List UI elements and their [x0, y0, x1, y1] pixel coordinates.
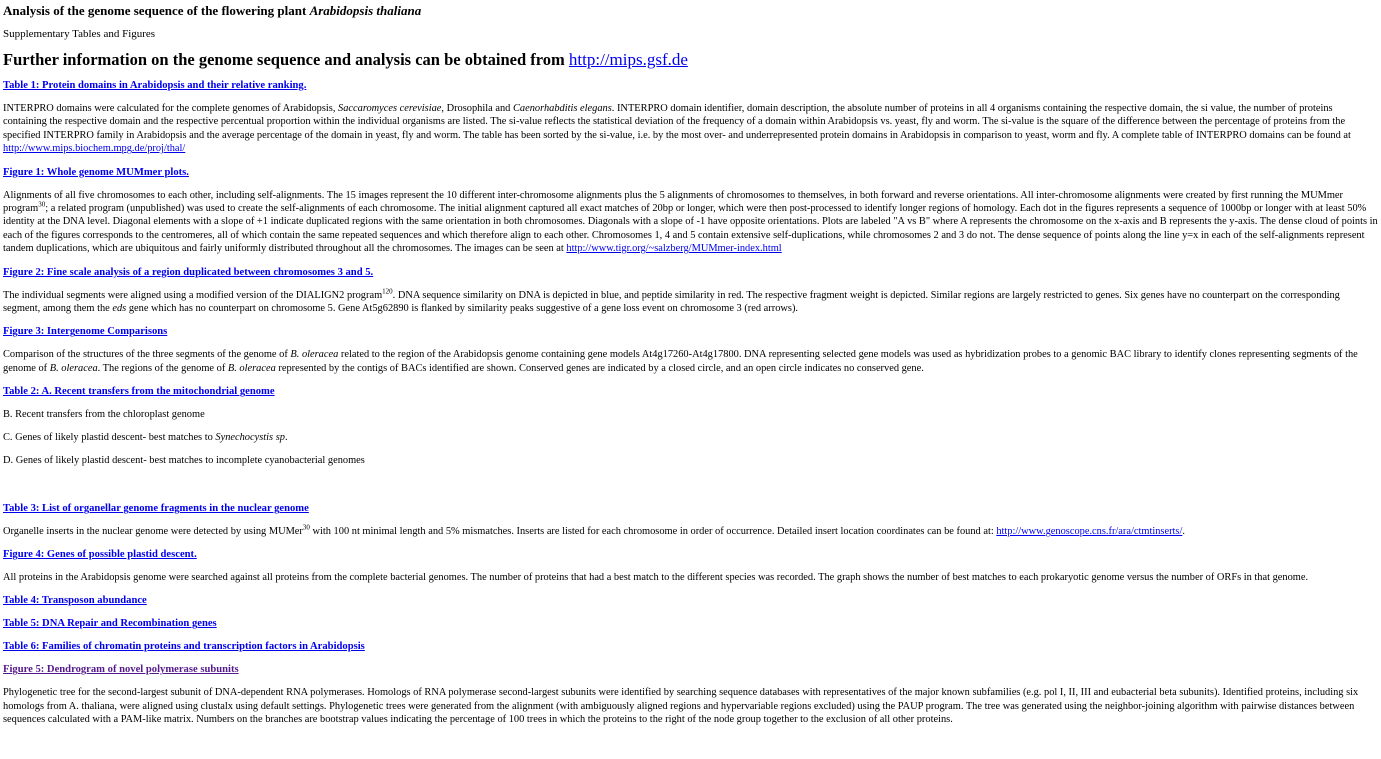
page-title — [3, 3, 1378, 19]
species: Saccaromyces cerevisiae — [338, 103, 442, 114]
text: . INTERPRO domain identifier, domain description, the absolute number of proteins in all 4 organisms containing the respective domain, the si value, the number of proteins containing the respective domain and the respective percentual proportion within the individual organisms are listed. The si-value reflects the statistical deviation of the frequency of a domain within Arabidopsis vs. yeast, fly and worm. The si-value is the square of the difference between the percentage of proteins from the specified INTERPRO family in Arabidopsis and the average percentage of the domain in yeast, fly and worm. The table has been sorted by the si-value, i.e. by the most over- and underrepresented protein domains in Arabidopsis in comparison to yeast, worm and fly. A complete table of INTERPRO domains can be found at — [3, 103, 1351, 141]
reference-number: 30 — [302, 523, 310, 532]
genoscope-link[interactable]: http://www.genoscope.cns.fr/ara/ctmtinserts/ — [996, 526, 1183, 538]
figure3-link[interactable]: Figure 3: Intergenome Comparisons — [3, 326, 168, 338]
gene-name: eds — [112, 303, 127, 315]
further-info — [3, 50, 1378, 70]
interpro-table-link[interactable]: http://www.mips.biochem.mpg.de/proj/thal/ — [3, 143, 186, 155]
text: related to the region of the Arabidopsis genome containing gene models At4g17260-At4g17800. DNA representing selected gene models was used as hybridization probes to a genomic BAC library to identify clones representing segments of the genome of — [3, 349, 1358, 374]
table2-b: B. Recent transfers from the chloroplast genome — [3, 409, 205, 421]
mummer-link[interactable]: http://www.tigr.org/~salzberg/MUMmer-index.html — [566, 243, 782, 255]
species: B. oleracea — [49, 362, 98, 374]
figure5-description: Phylogenetic tree for the second-largest subunit of DNA-dependent RNA polymerases. Homologs of RNA polymerase second-largest subunits were identified by searching sequence databases with representatives of the major known subfamilies (e.g. pol I, II, III and eubacterial beta subunits). Identified proteins, including six homologs from A. thaliana, were aligned using clustalx using default settings. Phylogenetic trees were generated from the alignment (with ambiguously aligned regions and hypervariable regions excluded) using the PAUP program. The tree was generated using the neighbor-joining algorithm with pairwise distances between sequences calculated with a PAM-like matrix. Numbers on the branches are bootstrap values indicating the percentage of 100 trees in which the proteins to the right of the node group together to the exclusion of all other proteins. — [3, 687, 1359, 726]
table6-link[interactable]: Table 6: Families of chromatin proteins and transcription factors in Arabidopsis — [3, 641, 365, 653]
page-subtitle: Supplementary Tables and Figures — [3, 28, 156, 40]
species: B. oleracea — [290, 349, 339, 361]
table2-d: D. Genes of likely plastid descent- best matches to incomplete cyanobacterial genomes — [3, 455, 365, 467]
figure1-description — [3, 189, 1378, 256]
figure2-link[interactable]: Figure 2: Fine scale analysis of a region duplicated between chromosomes 3 and 5. — [3, 266, 374, 278]
figure2-description — [3, 289, 1378, 316]
table5-link[interactable]: Table 5: DNA Repair and Recombination genes — [3, 618, 217, 630]
figure3-description — [3, 348, 1378, 375]
table4-link[interactable]: Table 4: Transposon abundance — [3, 595, 147, 607]
text: . — [284, 432, 288, 444]
title-species: Arabidopsis thaliana — [309, 3, 422, 18]
figure4-link[interactable]: Figure 4: Genes of possible plastid descent. — [3, 549, 197, 561]
mips-link[interactable]: http://mips.gsf.de — [568, 50, 688, 69]
text: Organelle inserts in the nuclear genome were detected by using MUMer — [3, 526, 303, 538]
further-info-text: Further information on the genome sequence and analysis can be obtained from — [3, 50, 569, 69]
text: The individual segments were aligned using a modified version of the DIALIGN2 program — [3, 289, 383, 301]
text: represented by the contigs of BACs identified are shown. Conserved genes are indicated by a closed circle, and an open circle indicates no conserved gene. — [275, 362, 924, 374]
text: Comparison of the structures of the three segments of the genome of — [3, 349, 291, 361]
species: Synechocystis sp — [215, 432, 285, 444]
reference-number: 120 — [382, 287, 393, 296]
reference-number: 30 — [38, 200, 46, 209]
table1-description — [3, 102, 1378, 156]
figure4-description: All proteins in the Arabidopsis genome were searched against all proteins from the complete bacterial genomes. The number of proteins that had a best match to the different species was recorded. The graph shows the number of best matches to each prokaryotic genome versus the number of ORFs in that genome. — [3, 572, 1309, 584]
species: B. oleracea — [227, 362, 276, 374]
text: C. Genes of likely plastid descent- best matches to — [3, 432, 216, 444]
text: . The regions of the genome of — [97, 362, 228, 374]
figure1-link[interactable]: Figure 1: Whole genome MUMmer plots. — [3, 166, 189, 178]
table2-link[interactable]: Table 2: A. Recent transfers from the mitochondrial genome — [3, 386, 275, 398]
figure5-link[interactable]: Figure 5: Dendrogram of novel polymerase subunits — [3, 664, 239, 676]
text: , Drosophila and — [441, 103, 513, 114]
table3-link[interactable]: Table 3: List of organellar genome fragments in the nuclear genome — [3, 503, 309, 515]
table2-c — [3, 431, 1378, 445]
table1-link[interactable]: Table 1: Protein domains in Arabidopsis and their relative ranking. — [3, 80, 307, 91]
table3-description — [3, 525, 1378, 539]
text: . DNA sequence similarity on DNA is depicted in blue, and peptide similarity in red. The respective fragment weight is depicted. Similar regions are largely restricted to genes. Six genes have no counterpart on the corresponding segment, among them the — [3, 289, 1340, 315]
text: INTERPRO domains were calculated for the complete genomes of Arabidopsis, — [3, 103, 339, 114]
title-text: Analysis of the genome sequence of the flowering plant — [3, 3, 310, 18]
text: with 100 nt minimal length and 5% mismatches. Inserts are listed for each chromosome in order of occurrence. Detailed insert location coordinates can be found at: — [309, 526, 997, 538]
text: Alignments of all five chromosomes to each other, including self-alignments. The 15 images represent the 10 different inter-chromosome alignments plus the 5 alignments of chromosomes to themselves, in both forward and reverse orientations. All inter-chromosome alignments were created by first running the MUMmer program — [3, 189, 1343, 215]
text: . — [1182, 526, 1185, 538]
text: ; a related program (unpublished) was used to create the self-alignments of each chromosome. The initial alignment captured all exact matches of 20bp or longer, which were then post-processed to identify longer regions of homology. Each dot in the figures represents a sequence of 1000bp or longer with at least 50% identity at the DNA level. Diagonal elements with a slope of +1 indicate duplicated regions with the same orientation in both chromosomes. Diagonals with a slope of -1 have opposite orientations. Plots are labeled "A vs B" where A represents the chromosome on the x-axis and B represents the y-axis. The dense cloud of points in each of the figures corresponds to the centromeres, all of which contain the same repeated sequences and which therefore align to each other. Chromosomes 1, 4 and 5 contain extensive self-duplications, while chromosomes 2 and 3 do not. The dense sequence of points along the line y=x in each of the self-alignments represent tandem duplications, which are ubiquitous and fairly uniformly distributed throughout all the chromosomes. The images can be seen at — [3, 203, 1378, 255]
species: Caenorhabditis elegans — [512, 103, 612, 114]
text: gene which has no counterpart on chromosome 5. Gene At5g62890 is flanked by similarity peaks suggestive of a gene loss event on chromosome 3 (red arrows). — [126, 303, 798, 315]
